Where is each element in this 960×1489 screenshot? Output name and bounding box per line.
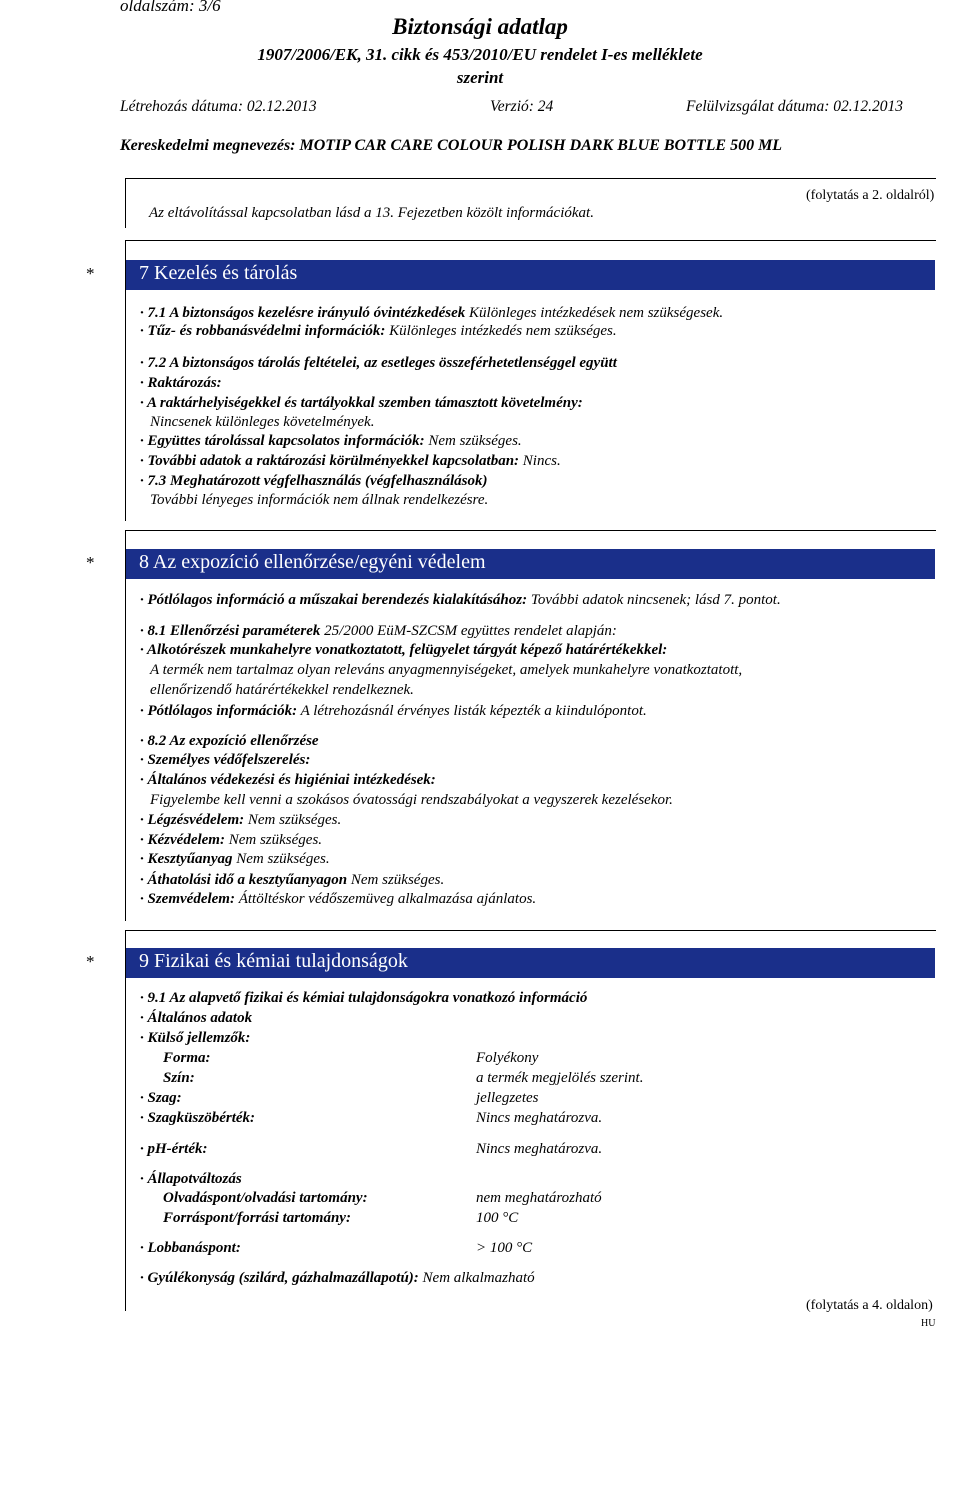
property-value: Nincs meghatározva. [476,1110,603,1126]
document-title: Biztonsági adatlap [392,14,568,39]
eye-line: · Szemvédelem: Áttöltéskor védőszemüveg alkalmazása ajánlatos. [140,891,537,907]
section-8-title: 8 Az expozíció ellenőrzése/egyéni védelem [139,551,486,573]
property-value: > 100 °C [476,1240,533,1256]
page-number: oldalszám: 3/6 [120,0,221,15]
continuation-from: (folytatás a 2. oldalról) [806,188,935,203]
change-marker: * [86,952,95,971]
flammability-line: · Gyúlékonyság (szilárd, gázhalmazállapotú): Nem alkalmazható [140,1270,535,1286]
property-value: a termék megjelölés szerint. [476,1070,644,1086]
additional-line: · Pótlólagos információk: A létrehozásnál érvényes listák képezték a kiindulópontot. [140,703,647,719]
property-label: · Állapotváltozás [140,1171,242,1187]
creation-date: Létrehozás dátuma: 02.12.2013 [120,98,317,115]
s73-line: · 7.3 Meghatározott végfelhasználás (végfelhasználások) [140,473,488,489]
version: Verzió: 24 [490,98,554,115]
engineering-line: · Pótlólagos információ a műszakai berendezés kialakításához: További adatok nincsenek; lásd 7. pontot. [140,592,781,608]
limits-text-2: ellenőrizendő határértékekkel rendelkeznek. [150,682,414,698]
s72-line: · 7.2 A biztonságos tárolás feltételei, az esetleges összeférhetetlenséggel együtt [140,355,617,371]
hygiene-value: Figyelembe kell venni a szokásos óvatossági rendszabályokat a vegyszerek kezelésekor. [150,792,673,808]
property-label: · pH-érték: [140,1141,208,1157]
requirements-value: Nincsenek különleges követelmények. [150,414,375,430]
regulation-line-2: szerint [456,68,504,87]
change-marker: * [86,553,95,572]
permeation-line: · Áthatolási idő a kesztyűanyagon Nem szükséges. [140,872,445,888]
language-code: HU [921,1318,936,1329]
requirements-line: · A raktárhelyiségekkel és tartályokkal szemben támasztott követelmény: [140,395,583,411]
further-line: · További adatok a raktározási körülményekkel kapcsolatban: Nincs. [140,453,561,469]
general-line: · Általános adatok [140,1010,253,1026]
section-7-title: 7 Kezelés és tárolás [139,262,298,284]
property-label: Olvadáspont/olvadási tartomány: [163,1190,368,1206]
property-label: · Lobbanáspont: [140,1240,241,1256]
property-value: 100 °C [476,1210,519,1226]
ppe-line: · Személyes védőfelszerelés: [140,752,311,768]
property-label: Forráspont/forrási tartomány: [163,1210,351,1226]
property-value: nem meghatározható [476,1190,602,1206]
limits-text-1: A termék nem tartalmaz olyan releváns anyagmennyiségeket, amelyek munkahelyre vonatkoztatott, [150,662,743,678]
appearance-line: · Külső jellemzők: [140,1030,251,1046]
s82-line: · 8.2 Az expozíció ellenőrzése [140,733,319,749]
property-value: Nincs meghatározva. [476,1141,603,1157]
property-label: Forma: [163,1050,211,1066]
respiratory-line: · Légzésvédelem: Nem szükséges. [140,812,342,828]
storage-line: · Raktározás: [140,375,222,391]
regulation-line-1: 1907/2006/EK, 31. cikk és 453/2010/EU rendelet I-es melléklete [257,45,703,64]
property-label: · Szag: [140,1090,182,1106]
property-label: Szín: [163,1070,195,1086]
change-marker: * [86,264,95,283]
s81-line: · 8.1 Ellenőrzési paraméterek 25/2000 EüM-SZCSM együttes rendelet alapján: [140,623,617,639]
continuation-to: (folytatás a 4. oldalon) [806,1298,933,1313]
s91-line: · 9.1 Az alapvető fizikai és kémiai tulajdonságokra vonatkozó információ [140,990,588,1006]
hand-line: · Kézvédelem: Nem szükséges. [140,832,323,848]
glove-line: · Kesztyűanyag Nem szükséges. [140,851,330,867]
trade-name: Kereskedelmi megnevezés: MOTIP CAR CARE COLOUR POLISH DARK BLUE BOTTLE 500 ML [120,137,783,154]
limits-line: · Alkotórészek munkahelyre vonatkoztatott, felügyelet tárgyát képező határértékekkel: [140,642,668,658]
property-value: Folyékony [476,1050,539,1066]
property-label: · Szagküszöbérték: [140,1110,256,1126]
s73-value: További lényeges információk nem állnak rendelkezésre. [150,492,489,508]
s71-line: · 7.1 A biztonságos kezelésre irányuló óvintézkedések Különleges intézkedések nem szükségesek. [140,305,724,321]
hygiene-line: · Általános védekezési és higiéniai intézkedések: [140,772,436,788]
disposal-reference: Az eltávolítással kapcsolatban lásd a 13. Fejezetben közölt információkat. [149,205,594,221]
fire-line: · Tűz- és robbanásvédelmi információk: Különleges intézkedés nem szükséges. [140,323,617,339]
property-value: jellegzetes [476,1090,539,1106]
revision-date: Felülvizsgálat dátuma: 02.12.2013 [686,98,903,115]
section-9-title: 9 Fizikai és kémiai tulajdonságok [139,950,408,972]
together-line: · Együttes tárolással kapcsolatos információk: Nem szükséges. [140,433,522,449]
